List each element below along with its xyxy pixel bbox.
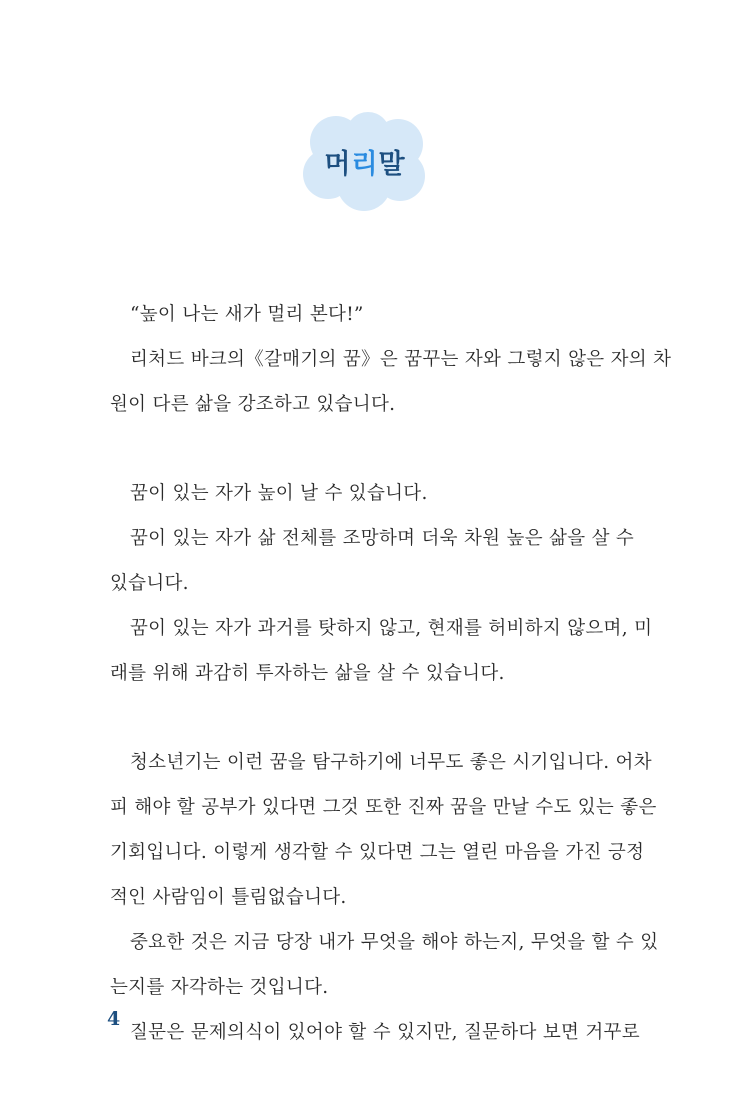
paragraph-gap: [110, 427, 622, 471]
text-line: 원이 다른 삶을 강조하고 있습니다.: [110, 394, 396, 415]
text-line: 질문은 문제의식이 있어야 할 수 있지만, 질문하다 보면 거꾸로: [130, 1022, 640, 1043]
text-line: 리처드 바크의《갈매기의 꿈》은 꿈꾸는 자와 그렇지 않은 자의 차: [130, 349, 672, 370]
text-line: 중요한 것은 지금 당장 내가 무엇을 해야 하는지, 무엇을 할 수 있: [130, 932, 659, 953]
text-line: 있습니다.: [110, 573, 189, 594]
title-char-1: 머: [324, 149, 352, 180]
title-cloud-badge: [302, 112, 428, 212]
text-line: 기회입니다. 이렇게 생각할 수 있다면 그는 열린 마음을 가진 긍정: [110, 842, 645, 863]
text-line: 는지를 자각하는 것입니다.: [110, 977, 329, 998]
text-line: “높이 나는 새가 멀리 본다!”: [130, 304, 364, 325]
page-number: 4: [107, 1008, 121, 1030]
text-line: 꿈이 있는 자가 삶 전체를 조망하며 더욱 차원 높은 삶을 살 수: [130, 528, 635, 549]
page-title: [302, 142, 428, 181]
title-char-3: 말: [378, 149, 406, 180]
paragraph-gap: [110, 696, 622, 740]
text-line: 래를 위해 과감히 투자하는 삶을 살 수 있습니다.: [110, 663, 505, 684]
body-text: [110, 292, 672, 1055]
text-line: 피 해야 할 공부가 있다면 그것 또한 진짜 꿈을 만날 수도 있는 좋은: [110, 797, 657, 818]
text-line: 꿈이 있는 자가 높이 날 수 있습니다.: [130, 483, 428, 504]
title-char-2: 리: [351, 149, 379, 180]
text-line: 꿈이 있는 자가 과거를 탓하지 않고, 현재를 허비하지 않으며, 미: [130, 618, 653, 639]
text-line: 청소년기는 이런 꿈을 탐구하기에 너무도 좋은 시기입니다. 어차: [130, 752, 652, 773]
text-line: 적인 사람임이 틀림없습니다.: [110, 887, 347, 908]
